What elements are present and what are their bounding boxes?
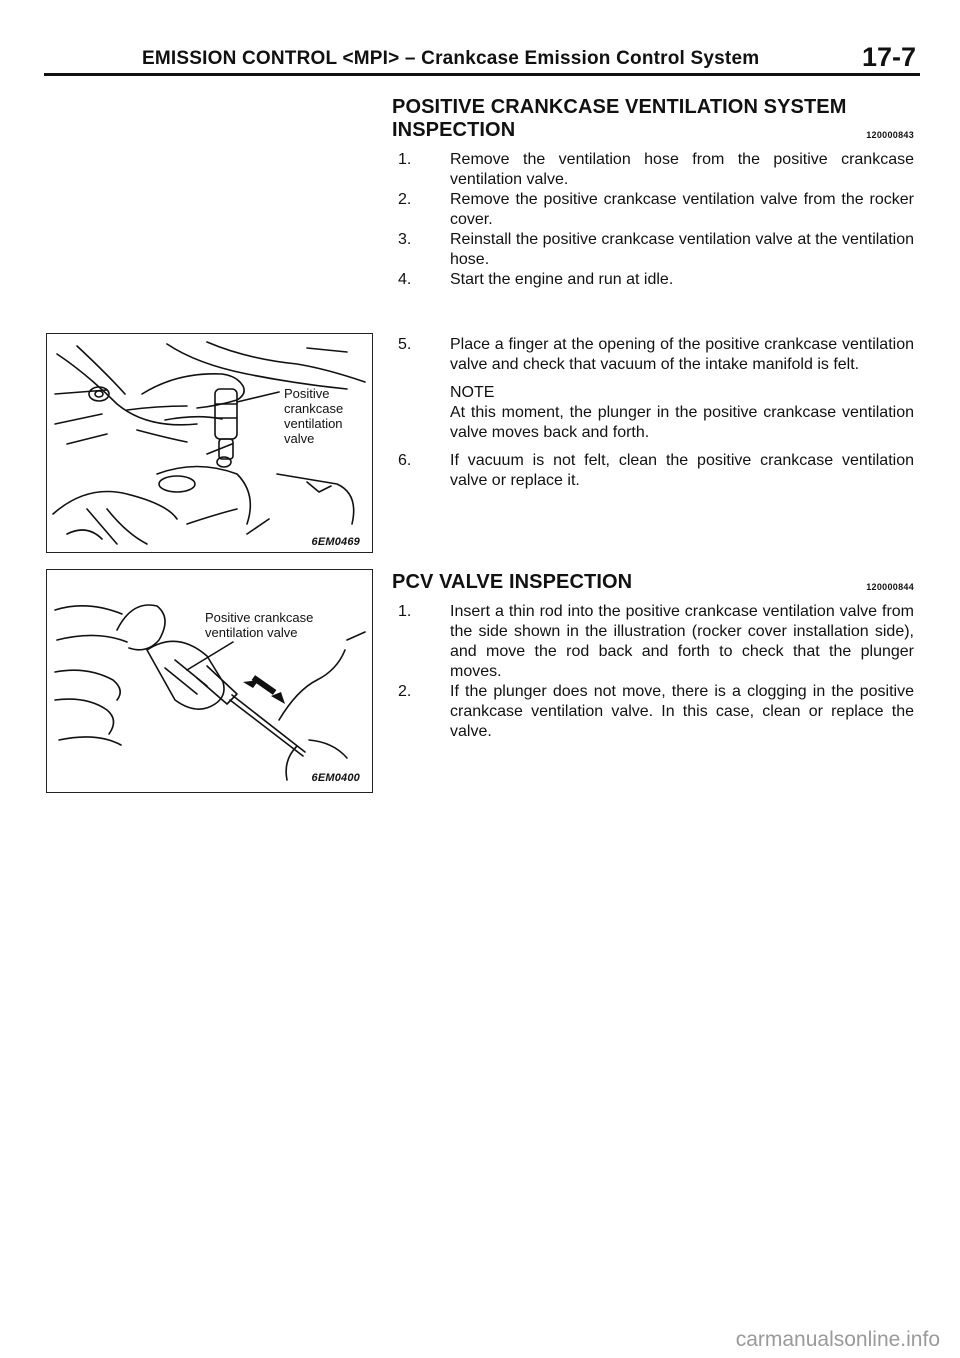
section2-title: PCV VALVE INSPECTION	[392, 571, 633, 593]
section-pcv-system-inspection	[392, 96, 914, 290]
step-1: 1. Remove the ventilation hose from the positive crankcase ventilation valve.	[398, 151, 914, 188]
step-2: 2. Remove the positive crankcase ventilation valve from the rocker cover.	[398, 191, 914, 228]
figure2-code: 6EM0400	[311, 772, 360, 784]
figure-pcv-valve-rod-test	[46, 569, 373, 793]
section1-steps-c	[392, 451, 914, 491]
section1-title-line2: INSPECTION	[392, 119, 516, 141]
step-4: 4. Start the engine and run at idle.	[398, 271, 674, 288]
note	[392, 383, 914, 443]
step-3: 3. Reinstall the positive crankcase ventilation valve at the ventilation hose.	[398, 231, 914, 268]
step-5: 5. Place a finger at the opening of the positive crankcase ventilation valve and check that vacuum of the intake manifold is felt.	[398, 336, 914, 373]
section1-steps-b	[392, 335, 914, 375]
page-number: 17-7	[861, 42, 916, 72]
section2-code: 120000844	[866, 582, 914, 592]
header-rule	[44, 73, 920, 76]
figure2-label: Positive crankcase ventilation valve	[205, 610, 314, 640]
header-title: EMISSION CONTROL <MPI> – Crankcase Emission Control System	[142, 48, 760, 69]
section1-steps-a	[392, 150, 914, 290]
section1-code: 120000843	[866, 130, 914, 140]
figure1-label: Positive crankcase ventilation valve	[284, 386, 344, 446]
section2-title-row	[392, 571, 914, 594]
section1-continued	[392, 335, 914, 491]
section1-title-row	[392, 119, 914, 142]
note-text: At this moment, the plunger in the positive crankcase ventilation valve moves back and forth.	[450, 404, 914, 441]
step-6: 6. If vacuum is not felt, clean the positive crankcase ventilation valve or replace it.	[398, 452, 914, 489]
section-pcv-valve-inspection	[392, 571, 914, 742]
section2-steps	[392, 602, 914, 742]
figure-pcv-valve-on-engine	[46, 333, 373, 553]
section1-title-line1: POSITIVE CRANKCASE VENTILATION SYSTEM	[392, 96, 847, 118]
figure1-code: 6EM0469	[311, 536, 360, 548]
page-header	[44, 40, 920, 76]
watermark: carmanualsonline.info	[735, 1328, 940, 1351]
note-label: NOTE	[450, 384, 495, 401]
rod-in-valve-illustration	[47, 570, 372, 792]
pcv-step-1: 1. Insert a thin rod into the positive crankcase ventilation valve from the side shown in the illustration (rocker cover installation side), and move the rod back and forth to check that the plunger moves.	[398, 603, 914, 680]
pcv-step-2: 2. If the plunger does not move, there is a clogging in the positive crankcase ventilation valve. In this case, clean or replace the valve.	[398, 683, 914, 740]
